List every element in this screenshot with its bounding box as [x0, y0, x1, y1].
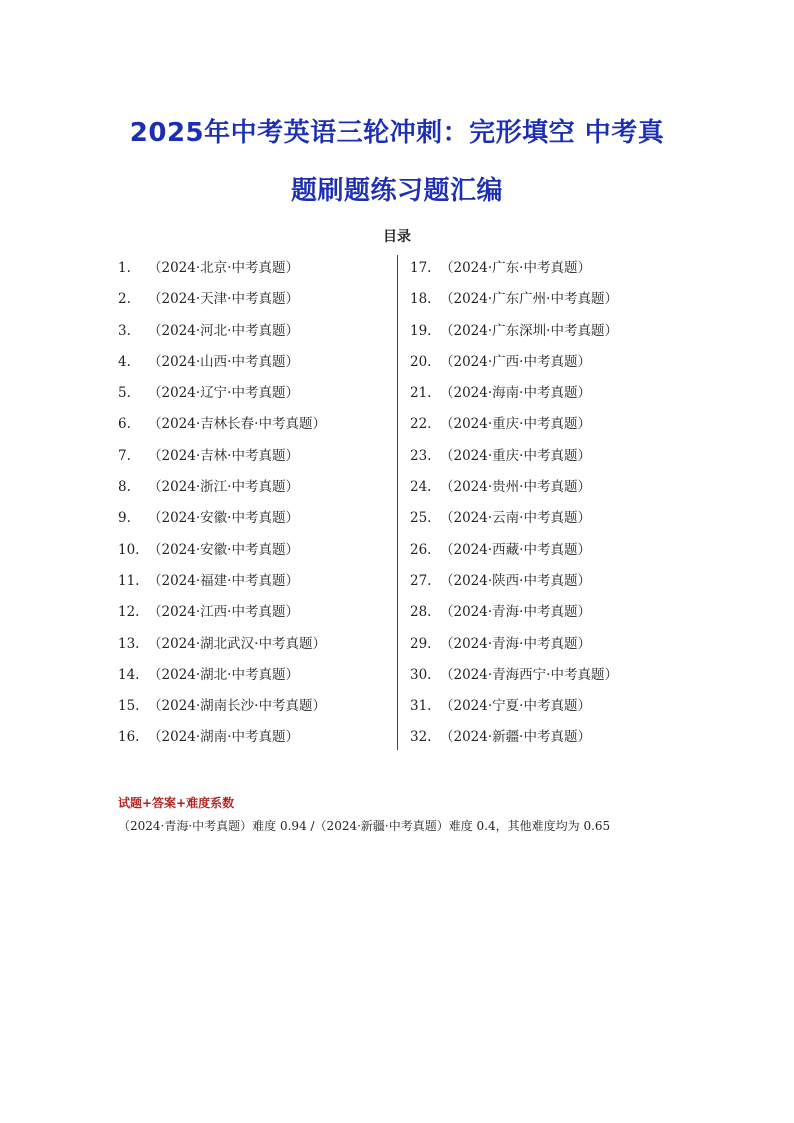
toc-item-number: 25.	[410, 510, 432, 527]
toc-item[interactable]	[410, 629, 670, 660]
toc-item[interactable]	[410, 597, 670, 628]
toc-item-number: 22.	[410, 416, 432, 433]
toc-item-number: 21.	[410, 385, 432, 402]
toc-item[interactable]	[410, 660, 670, 691]
toc-item-title: （2024·宁夏·中考真题）	[440, 698, 591, 715]
toc-column-right	[410, 253, 670, 754]
toc-item-number: 26.	[410, 541, 432, 558]
toc-item[interactable]	[410, 378, 670, 409]
toc-item[interactable]	[118, 629, 388, 660]
toc-item[interactable]	[410, 535, 670, 566]
toc-item[interactable]	[118, 378, 388, 409]
toc-item-title: （2024·西藏·中考真题）	[440, 541, 591, 558]
toc-item[interactable]	[410, 253, 670, 284]
toc-item[interactable]	[118, 503, 388, 534]
toc-item-number: 7.	[118, 447, 131, 464]
toc-item-number: 23.	[410, 447, 432, 464]
toc-item-number: 16.	[118, 729, 140, 746]
toc-item[interactable]	[410, 316, 670, 347]
toc-item[interactable]	[410, 566, 670, 597]
toc-item-number: 9.	[118, 510, 131, 527]
toc-item[interactable]	[410, 722, 670, 753]
toc-item-title: （2024·北京·中考真题）	[148, 260, 299, 276]
toc-item-title: （2024·福建·中考真题）	[148, 572, 299, 589]
toc-item[interactable]	[118, 722, 388, 753]
toc-item-title: （2024·湖北·中考真题）	[148, 666, 299, 683]
toc-item[interactable]	[410, 284, 670, 315]
toc-item-title: （2024·湖北武汉·中考真题）	[148, 635, 326, 652]
toc-item-title: （2024·广东·中考真题）	[440, 260, 591, 276]
toc-item-title: （2024·天津·中考真题）	[148, 291, 299, 308]
toc-item[interactable]	[410, 347, 670, 378]
toc-heading: 目录	[383, 229, 411, 245]
toc-item-title: （2024·青海西宁·中考真题）	[440, 666, 618, 683]
toc-item-title: （2024·湖南长沙·中考真题）	[148, 698, 326, 715]
toc-item[interactable]	[118, 284, 388, 315]
toc-item-title: （2024·吉林·中考真题）	[148, 447, 299, 464]
toc-item-number: 1.	[118, 260, 131, 276]
toc-item-number: 4.	[118, 353, 131, 370]
toc-item-title: （2024·浙江·中考真题）	[148, 479, 299, 496]
toc-item-title: （2024·重庆·中考真题）	[440, 447, 591, 464]
toc-item-number: 17.	[410, 260, 432, 276]
toc-item-number: 3.	[118, 322, 131, 339]
toc-item-number: 5.	[118, 385, 131, 402]
document-title-line-1: 2025年中考英语三轮冲刺：完形填空 中考真	[129, 118, 665, 148]
toc-item-title: （2024·湖南·中考真题）	[148, 729, 299, 746]
toc-item-title: （2024·广东广州·中考真题）	[440, 291, 618, 308]
toc-item-number: 15.	[118, 698, 140, 715]
toc-item-number: 28.	[410, 604, 432, 621]
toc-item-number: 10.	[118, 541, 140, 558]
difficulty-note: （2024·青海·中考真题）难度 0.94 /（2024·新疆·中考真题）难度 0.4，其他难度均为 0.65	[118, 819, 611, 833]
toc-item[interactable]	[118, 566, 388, 597]
toc-item-title: （2024·青海·中考真题）	[440, 635, 591, 652]
toc-item-number: 29.	[410, 635, 432, 652]
toc-item[interactable]	[118, 347, 388, 378]
toc-item-number: 12.	[118, 604, 140, 621]
toc-item-title: （2024·江西·中考真题）	[148, 604, 299, 621]
toc-item-title: （2024·安徽·中考真题）	[148, 541, 299, 558]
toc-item-number: 31.	[410, 698, 432, 715]
toc-item-number: 32.	[410, 729, 432, 746]
toc-item[interactable]	[118, 535, 388, 566]
toc-item-title: （2024·青海·中考真题）	[440, 604, 591, 621]
section-label: 试题+答案+难度系数	[118, 796, 235, 810]
toc-item-title: （2024·陕西·中考真题）	[440, 572, 591, 589]
toc-item-number: 11.	[118, 572, 140, 589]
toc-item[interactable]	[118, 597, 388, 628]
toc-item-number: 24.	[410, 479, 432, 496]
column-divider	[397, 255, 398, 750]
toc-item-number: 6.	[118, 416, 131, 433]
toc-item-title: （2024·广西·中考真题）	[440, 353, 591, 370]
toc-item-number: 20.	[410, 353, 432, 370]
toc-item-number: 13.	[118, 635, 140, 652]
toc-item-number: 19.	[410, 322, 432, 339]
toc-item-title: （2024·新疆·中考真题）	[440, 729, 591, 746]
toc-item[interactable]	[118, 253, 388, 284]
toc-item[interactable]	[410, 472, 670, 503]
toc-item-number: 18.	[410, 291, 432, 308]
toc-item-title: （2024·重庆·中考真题）	[440, 416, 591, 433]
toc-item[interactable]	[118, 316, 388, 347]
toc-item-number: 2.	[118, 291, 131, 308]
toc-item-number: 8.	[118, 479, 131, 496]
toc-item-title: （2024·云南·中考真题）	[440, 510, 591, 527]
toc-item-title: （2024·安徽·中考真题）	[148, 510, 299, 527]
toc-item[interactable]	[410, 503, 670, 534]
toc-column-left	[118, 253, 388, 754]
toc-item-title: （2024·河北·中考真题）	[148, 322, 299, 339]
toc-item[interactable]	[118, 691, 388, 722]
toc-item-title: （2024·海南·中考真题）	[440, 385, 591, 402]
toc-item[interactable]	[410, 691, 670, 722]
toc-item[interactable]	[118, 409, 388, 440]
toc-item[interactable]	[118, 660, 388, 691]
toc-item[interactable]	[410, 441, 670, 472]
toc-item[interactable]	[118, 472, 388, 503]
toc-item-title: （2024·辽宁·中考真题）	[148, 385, 299, 402]
toc-item[interactable]	[410, 409, 670, 440]
document-title-line-2: 题刷题练习题汇编	[290, 176, 503, 206]
toc-item-title: （2024·山西·中考真题）	[148, 353, 299, 370]
toc-item[interactable]	[118, 441, 388, 472]
toc-item-title: （2024·广东深圳·中考真题）	[440, 322, 618, 339]
toc-item-title: （2024·贵州·中考真题）	[440, 479, 591, 496]
toc-item-title: （2024·吉林长春·中考真题）	[148, 416, 326, 433]
toc-item-number: 14.	[118, 666, 140, 683]
toc-item-number: 30.	[410, 666, 432, 683]
toc-item-number: 27.	[410, 572, 432, 589]
